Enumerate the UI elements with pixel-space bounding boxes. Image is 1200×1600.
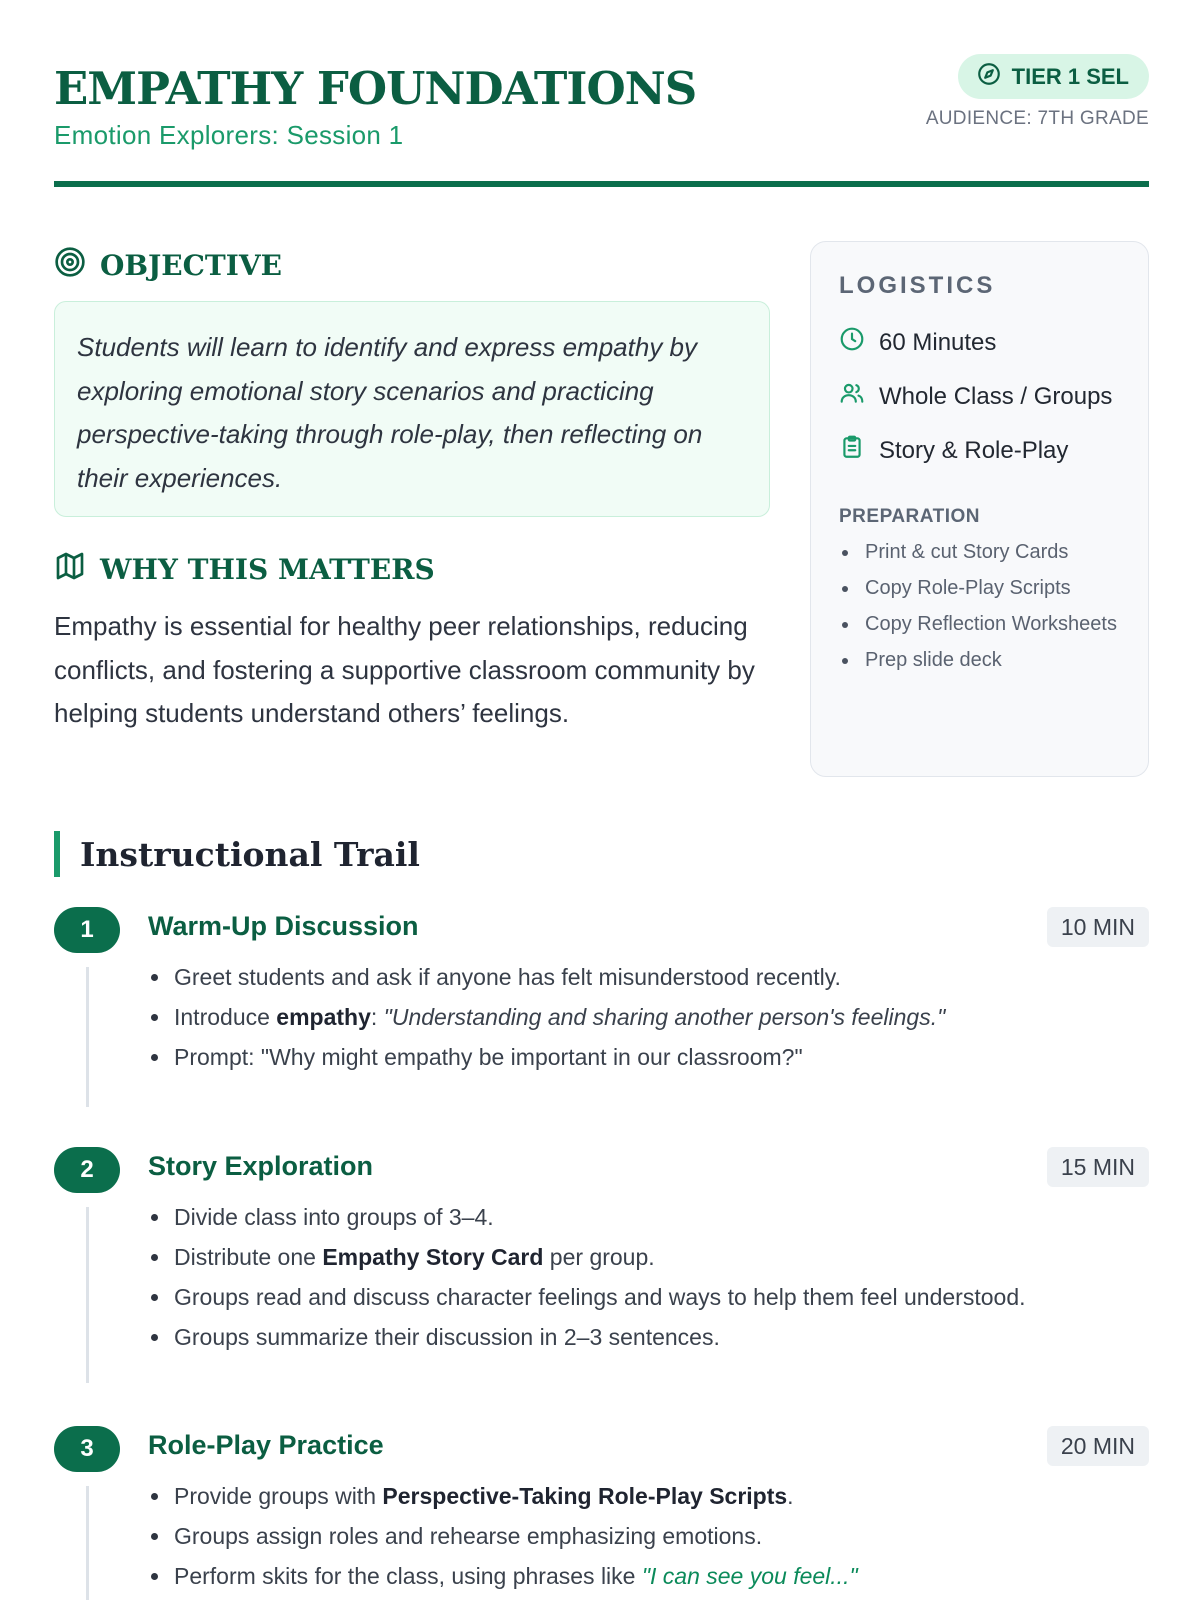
step-duration-badge: 10 MIN (1047, 907, 1149, 947)
preparation-title: PREPARATION (839, 506, 980, 527)
trail-accent-bar (54, 831, 60, 877)
header-divider (54, 181, 1149, 187)
preparation-item: Print & cut Story Cards (839, 539, 1129, 565)
logistics-duration (839, 326, 996, 359)
step-list-item: Groups assign roles and rehearse emphasizing emotions. (148, 1516, 1138, 1556)
step-number: 1 (54, 907, 120, 953)
item-quote: "Understanding and sharing another person's feelings." (383, 1004, 946, 1030)
page-header (54, 54, 1149, 189)
why-heading (54, 550, 435, 589)
item-text: . (787, 1483, 794, 1509)
step-connector (86, 967, 89, 1107)
target-icon (54, 246, 86, 285)
audience-label: AUDIENCE: 7TH GRADE (925, 108, 1149, 129)
step-list-item (148, 997, 1138, 1037)
step-3 (54, 1426, 1149, 1600)
step-connector (86, 1207, 89, 1383)
step-list-item (148, 1476, 1138, 1516)
step-list-item (148, 1237, 1138, 1277)
why-heading-label: WHY THIS MATTERS (100, 553, 435, 586)
preparation-list (839, 539, 1129, 683)
page-title: EMPATHY FOUNDATIONS (54, 62, 697, 115)
item-text: : (370, 1004, 384, 1030)
clipboard-icon (839, 434, 865, 467)
logistics-format (839, 434, 1068, 467)
logistics-title: LOGISTICS (839, 272, 996, 299)
clock-icon (839, 326, 865, 359)
page-subtitle: Emotion Explorers: Session 1 (54, 120, 404, 150)
users-icon (839, 380, 865, 413)
step-list-item: Divide class into groups of 3–4. (148, 1197, 1138, 1237)
objective-heading (54, 246, 282, 285)
trail-title: Instructional Trail (80, 835, 420, 874)
why-text: Empathy is essential for healthy peer relationships, reducing conflicts, and fostering a supportive classroom community by helping students understand others’ feelings. (54, 611, 755, 728)
compass-icon (976, 61, 1002, 93)
preparation-item: Copy Role-Play Scripts (839, 575, 1129, 601)
step-number: 2 (54, 1147, 120, 1193)
step-list (148, 1476, 1138, 1596)
item-quote: "I can see you feel..." (641, 1563, 858, 1589)
step-connector (86, 1486, 89, 1600)
step-list (148, 1197, 1138, 1357)
logistics-grouping-label: Whole Class / Groups (879, 382, 1113, 410)
step-1 (54, 907, 1149, 1107)
step-number: 3 (54, 1426, 120, 1472)
step-duration-badge: 15 MIN (1047, 1147, 1149, 1187)
step-title: Warm-Up Discussion (148, 911, 419, 941)
logistics-grouping (839, 380, 1112, 413)
step-list (148, 957, 1138, 1077)
preparation-item: Copy Reflection Worksheets (839, 611, 1129, 637)
step-title: Story Exploration (148, 1151, 374, 1181)
step-list-item: Greet students and ask if anyone has felt misunderstood recently. (148, 957, 1138, 997)
objective-heading-label: OBJECTIVE (100, 249, 282, 282)
tier-badge-label: TIER 1 SEL (1011, 63, 1129, 89)
logistics-format-label: Story & Role-Play (879, 436, 1069, 464)
item-text: Perform skits for the class, using phrases like (174, 1563, 642, 1589)
step-list-item: Groups summarize their discussion in 2–3 sentences. (148, 1317, 1138, 1357)
item-text: Distribute one (174, 1244, 323, 1270)
step-duration-badge: 20 MIN (1047, 1426, 1149, 1466)
step-list-item (148, 1556, 1138, 1596)
objective-box (54, 301, 770, 517)
item-text: Introduce (174, 1004, 277, 1030)
step-title: Role-Play Practice (148, 1430, 384, 1460)
logistics-duration-label: 60 Minutes (879, 328, 997, 356)
objective-text: Students will learn to identify and express empathy by exploring emotional story scenarios and practicing perspective-taking through role-play, then reflecting on their experiences. (77, 332, 703, 493)
item-bold: empathy (276, 1004, 371, 1030)
preparation-item: Prep slide deck (839, 647, 1129, 673)
item-text: Provide groups with (174, 1483, 383, 1509)
step-list-item: Prompt: "Why might empathy be important in our classroom?" (148, 1037, 1138, 1077)
item-text: per group. (543, 1244, 655, 1270)
step-2 (54, 1147, 1149, 1387)
logistics-panel (810, 241, 1149, 777)
item-bold: Empathy Story Card (322, 1244, 544, 1270)
step-list-item: Groups read and discuss character feelings and ways to help them feel understood. (148, 1277, 1138, 1317)
tier-badge (958, 54, 1149, 99)
map-icon (54, 550, 86, 589)
item-bold: Perspective-Taking Role-Play Scripts (382, 1483, 788, 1509)
